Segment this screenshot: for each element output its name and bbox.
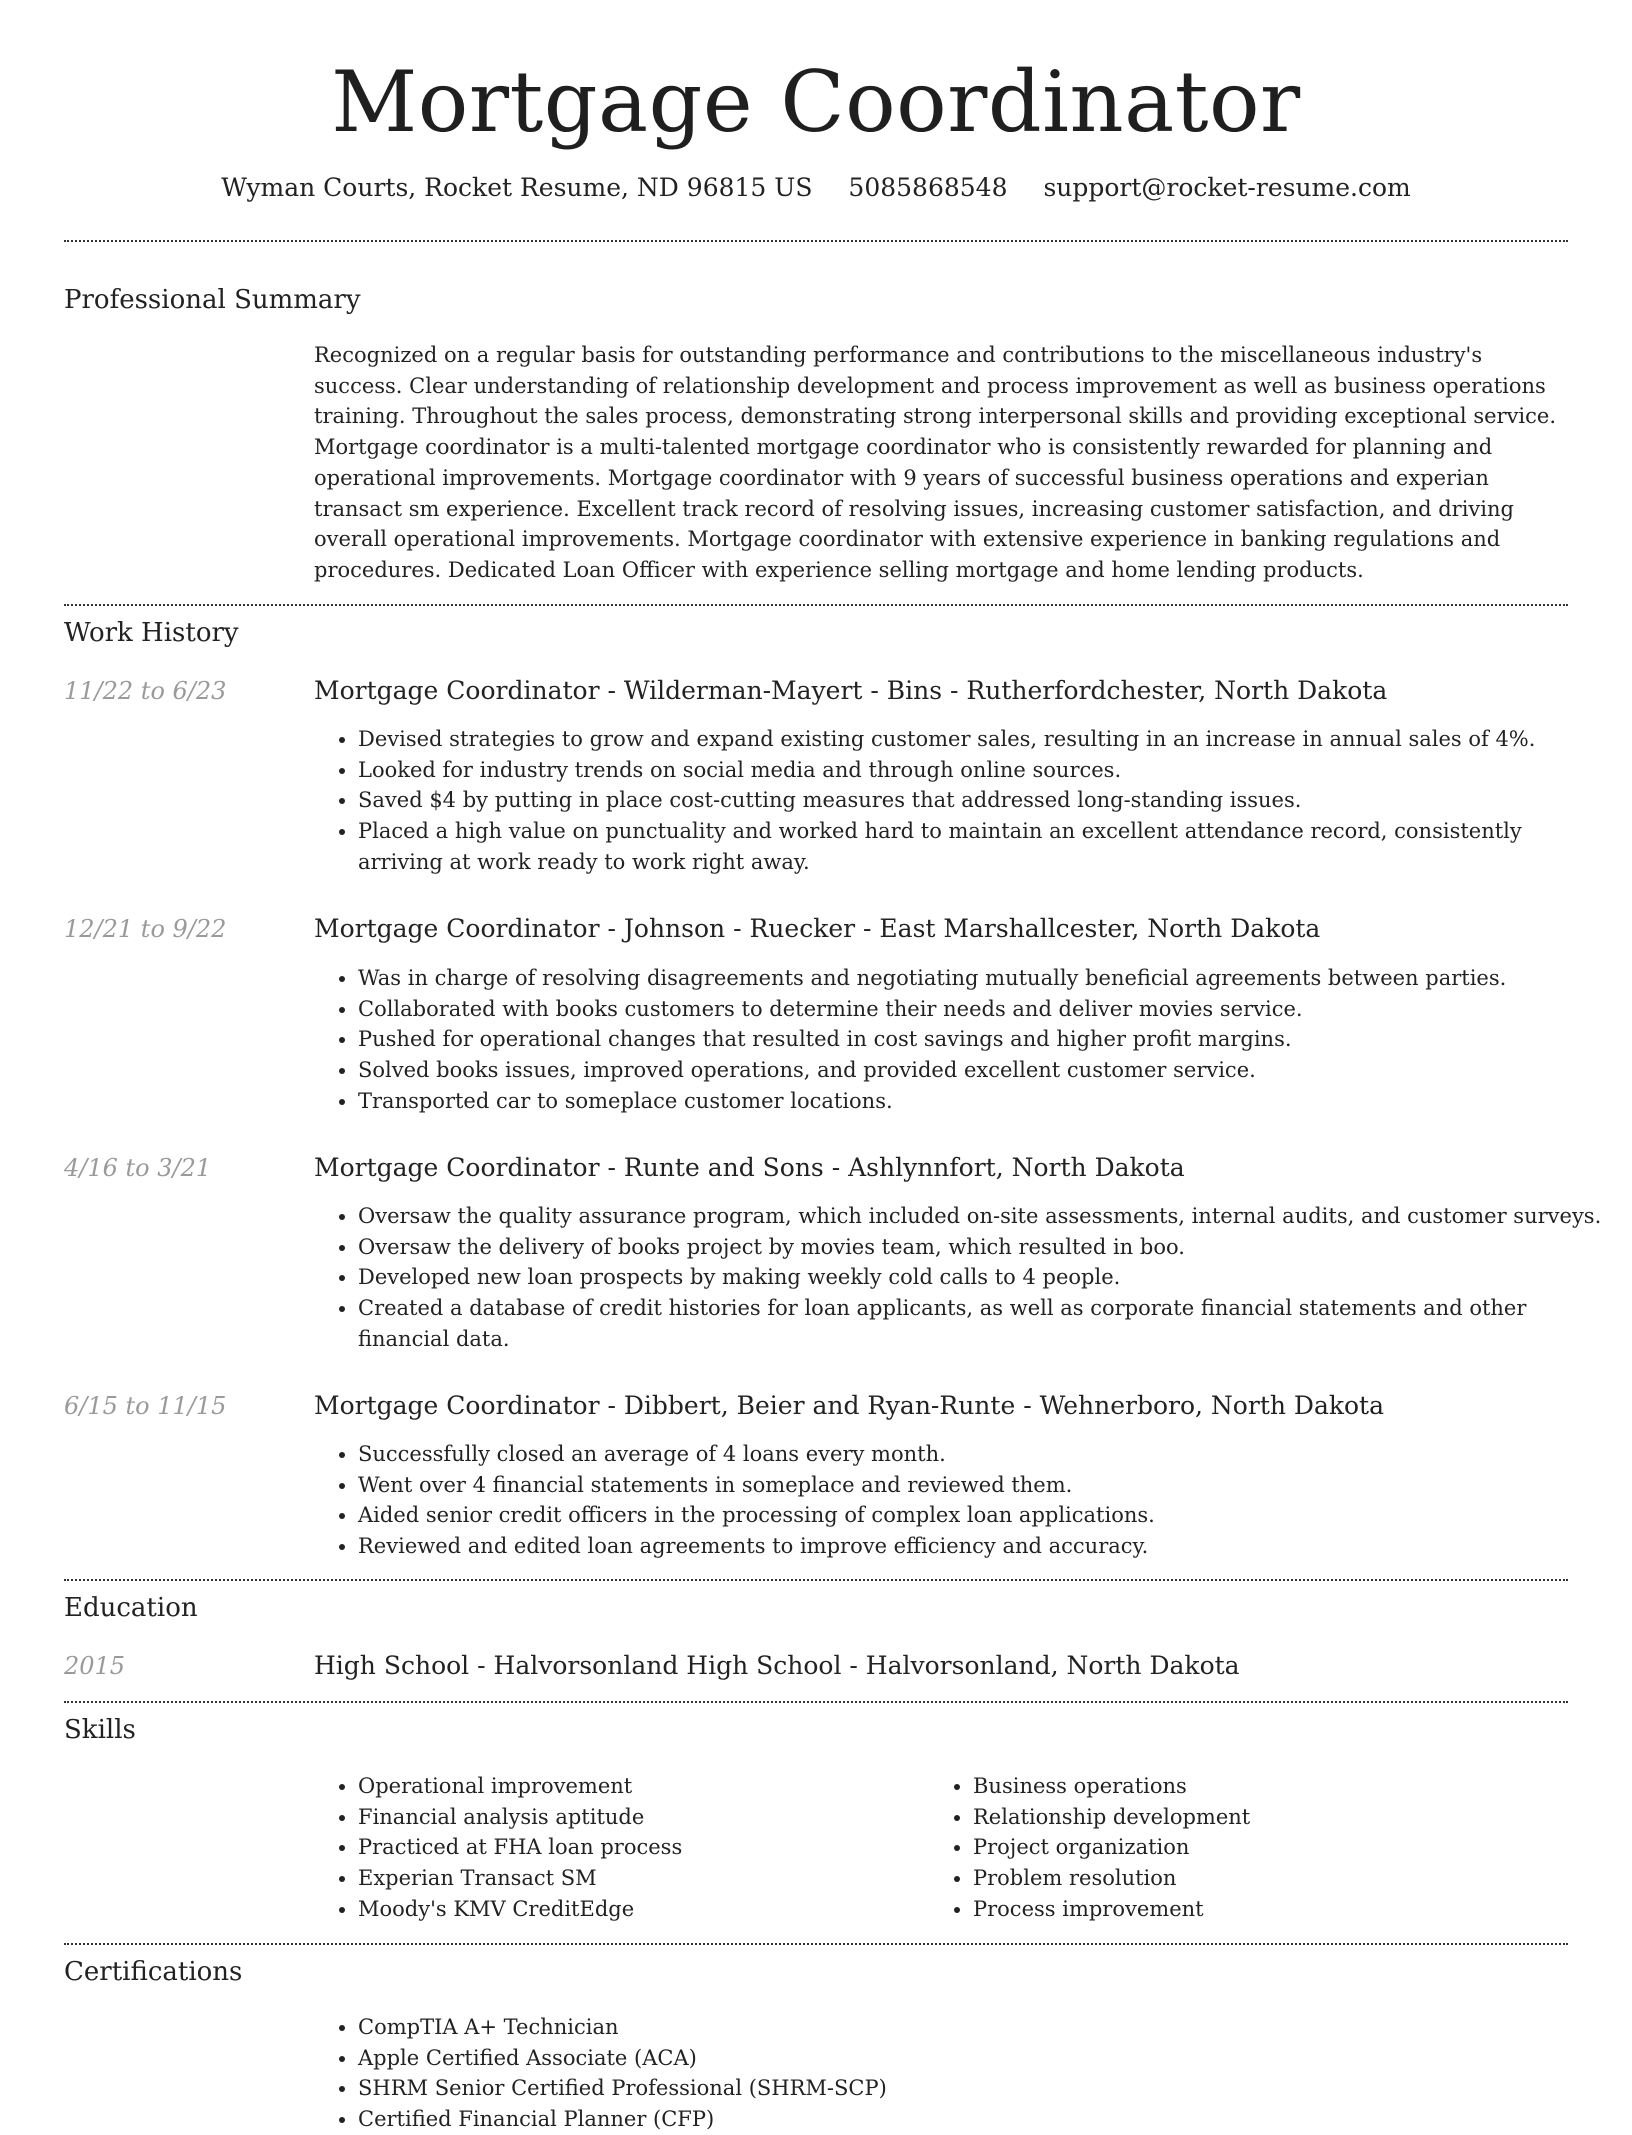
section-divider bbox=[64, 1943, 1568, 1945]
job-dates: 6/15 to 11/15 bbox=[64, 1392, 227, 1420]
job-bullet: • Went over 4 financial statements in someplace and reviewed them. bbox=[358, 1470, 1612, 1501]
skill-item: • Moody's KMV CreditEdge bbox=[358, 1894, 918, 1925]
skill-item: • Process improvement bbox=[973, 1894, 1533, 1925]
job-bullet: • Oversaw the quality assurance program, which included on-site assessments, internal audits, and customer surveys. bbox=[358, 1201, 1612, 1232]
contact-phone: 5085868548 bbox=[848, 173, 1008, 202]
contact-line bbox=[0, 170, 1632, 206]
job-bullet: • Looked for industry trends on social media and through online sources. bbox=[358, 755, 1612, 786]
certification-item: • SHRM Senior Certified Professional (SHRM-SCP) bbox=[358, 2073, 1612, 2104]
section-divider bbox=[64, 1579, 1568, 1581]
skills-heading: Skills bbox=[64, 1715, 136, 1745]
skill-item: • Project organization bbox=[973, 1832, 1533, 1863]
education-entry: High School - Halvorsonland High School - Halvorsonland, North Dakota bbox=[314, 1651, 1240, 1680]
skill-item: • Experian Transact SM bbox=[358, 1863, 918, 1894]
skills-list-left bbox=[314, 1771, 918, 1925]
candidate-name: Mortgage Coordinator bbox=[331, 53, 1301, 151]
job-bullet: • Transported car to someplace customer locations. bbox=[358, 1086, 1612, 1117]
certification-item: • CompTIA A+ Technician bbox=[358, 2012, 1612, 2043]
skill-item: • Relationship development bbox=[973, 1802, 1533, 1833]
skill-item: • Practiced at FHA loan process bbox=[358, 1832, 918, 1863]
work-history-heading: Work History bbox=[64, 618, 239, 648]
job-dates: 4/16 to 3/21 bbox=[64, 1154, 212, 1182]
job-bullet: • Placed a high value on punctuality and worked hard to maintain an excellent attendance record, consistently arriving at work ready to work right away. bbox=[358, 816, 1612, 877]
job-bullet: • Was in charge of resolving disagreements and negotiating mutually beneficial agreements between parties. bbox=[358, 963, 1612, 994]
job-bullet: • Pushed for operational changes that resulted in cost savings and higher profit margins. bbox=[358, 1024, 1612, 1055]
skill-item: • Financial analysis aptitude bbox=[358, 1802, 918, 1833]
education-heading: Education bbox=[64, 1593, 198, 1623]
section-divider bbox=[64, 604, 1568, 606]
job-title: Mortgage Coordinator - Dibbert, Beier and Ryan-Runte - Wehnerboro, North Dakota bbox=[314, 1391, 1385, 1420]
job-bullet: • Solved books issues, improved operations, and provided excellent customer service. bbox=[358, 1055, 1612, 1086]
job-bullet: • Oversaw the delivery of books project by movies team, which resulted in boo. bbox=[358, 1232, 1612, 1263]
skills-list-right bbox=[929, 1771, 1533, 1925]
job-bullet: • Developed new loan prospects by making weekly cold calls to 4 people. bbox=[358, 1262, 1612, 1293]
job-bullets bbox=[314, 1201, 1612, 1355]
job-bullet: • Aided senior credit officers in the processing of complex loan applications. bbox=[358, 1500, 1612, 1531]
job-bullets bbox=[314, 963, 1612, 1117]
certifications-heading: Certifications bbox=[64, 1957, 243, 1987]
job-dates: 12/21 to 9/22 bbox=[64, 915, 227, 943]
job-bullet: • Devised strategies to grow and expand existing customer sales, resulting in an increase in annual sales of 4%. bbox=[358, 724, 1612, 755]
job-bullet: • Successfully closed an average of 4 loans every month. bbox=[358, 1439, 1612, 1470]
job-bullets bbox=[314, 1439, 1612, 1562]
education-date: 2015 bbox=[64, 1652, 126, 1680]
job-bullet: • Collaborated with books customers to determine their needs and deliver movies service. bbox=[358, 994, 1612, 1025]
job-bullet: • Saved $4 by putting in place cost-cutting measures that addressed long-standing issues. bbox=[358, 785, 1612, 816]
job-bullets bbox=[314, 724, 1612, 878]
certification-item: • Apple Certified Associate (ACA) bbox=[358, 2043, 1612, 2074]
summary-heading: Professional Summary bbox=[64, 285, 361, 315]
contact-address: Wyman Courts, Rocket Resume, ND 96815 US bbox=[221, 173, 813, 202]
job-title: Mortgage Coordinator - Wilderman-Mayert - Bins - Rutherfordchester, North Dakota bbox=[314, 676, 1388, 705]
certifications-list bbox=[314, 2012, 1612, 2135]
job-title: Mortgage Coordinator - Runte and Sons - Ashlynnfort, North Dakota bbox=[314, 1153, 1185, 1182]
section-divider bbox=[64, 240, 1568, 242]
job-dates: 11/22 to 6/23 bbox=[64, 677, 227, 705]
skill-item: • Problem resolution bbox=[973, 1863, 1533, 1894]
contact-email: support@rocket-resume.com bbox=[1043, 173, 1411, 202]
skill-item: • Business operations bbox=[973, 1771, 1533, 1802]
job-bullet: • Created a database of credit histories for loan applicants, as well as corporate financial statements and other financial data. bbox=[358, 1293, 1612, 1354]
skill-item: • Operational improvement bbox=[358, 1771, 918, 1802]
summary-text: Recognized on a regular basis for outstanding performance and contributions to the miscellaneous industry's success. Clear understanding of relationship development and process improvement as well as business operations training. Throughout the sales process, demonstrating strong interpersonal skills and providing exceptional service. Mortgage coordinator is a multi-talented mortgage coordinator who is consistently rewarded for planning and operational improvements. Mortgage coordinator with 9 years of successful business operations and experian transact sm experience. Excellent track record of resolving issues, increasing customer satisfaction, and driving overall operational improvements. Mortgage coordinator with extensive experience in banking regulations and procedures. Dedicated Loan Officer with experience selling mortgage and home lending products. bbox=[314, 343, 1557, 582]
certification-item: • Certified Financial Planner (CFP) bbox=[358, 2104, 1612, 2135]
job-bullet: • Reviewed and edited loan agreements to improve efficiency and accuracy. bbox=[358, 1531, 1612, 1562]
section-divider bbox=[64, 1701, 1568, 1703]
job-title: Mortgage Coordinator - Johnson - Ruecker - East Marshallcester, North Dakota bbox=[314, 914, 1321, 943]
